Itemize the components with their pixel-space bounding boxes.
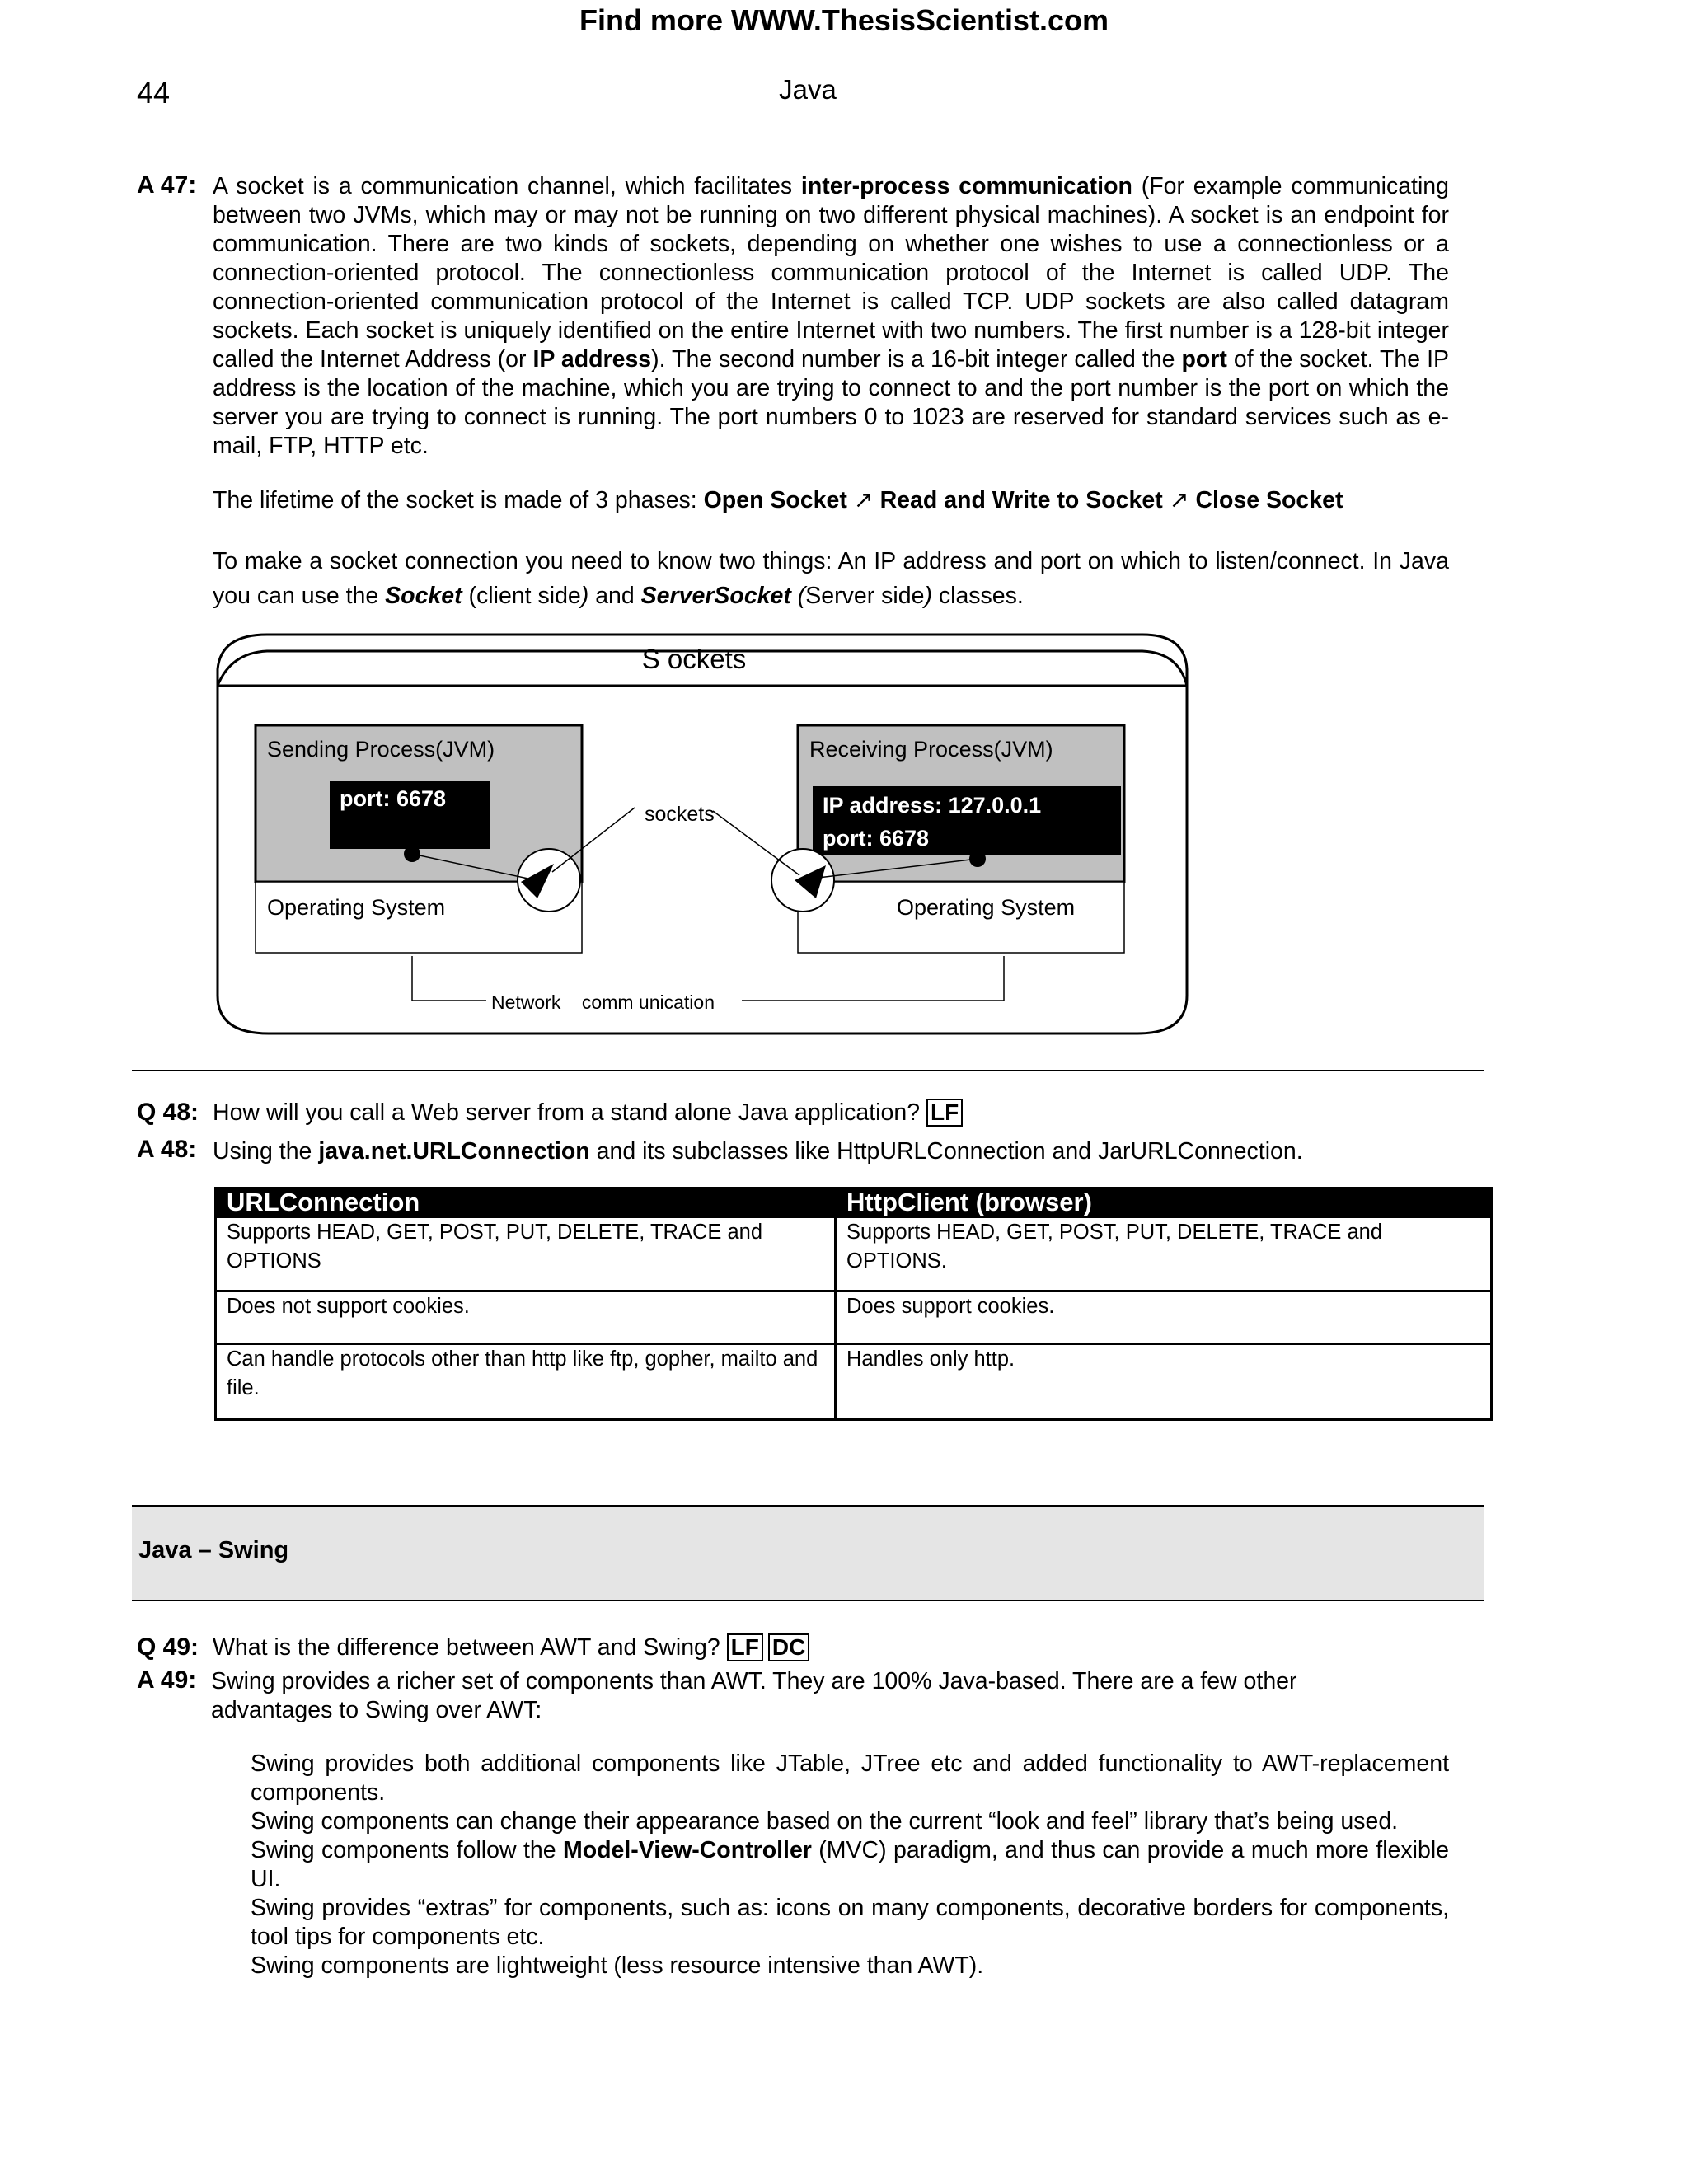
question-48-label: Q 48: xyxy=(137,1099,199,1126)
arrow-icon: ↗ xyxy=(1169,487,1189,513)
table-cell: Supports HEAD, GET, POST, PUT, DELETE, TRACE and OPTIONS. xyxy=(836,1217,1492,1291)
tag-dc: DC xyxy=(768,1633,809,1661)
sockets-label: sockets xyxy=(645,803,715,826)
list-item: Swing components can change their appearance based on the current “look and feel” library that’s being used. xyxy=(251,1808,1399,1835)
tag-lf: LF xyxy=(926,1099,963,1127)
column-header: URLConnection xyxy=(216,1188,836,1217)
sockets-diagram xyxy=(214,633,1195,1045)
os-right-label: Operating System xyxy=(897,895,1076,920)
table-cell: Does not support cookies. xyxy=(216,1291,836,1344)
table-row xyxy=(216,1291,1492,1344)
table-row xyxy=(216,1344,1492,1420)
arrow-icon: ↗ xyxy=(853,487,874,513)
answer-48-text: Using the java.net.URLConnection and its subclasses like HttpURLConnection and JarURLConnection. xyxy=(213,1138,1303,1165)
answer-48-label: A 48: xyxy=(137,1136,197,1163)
question-49-text: What is the difference between AWT and Swing? LF DC xyxy=(213,1633,809,1662)
receiving-ip-label: IP address: 127.0.0.1 xyxy=(823,793,1042,818)
running-title: Java xyxy=(779,74,837,105)
answer-49-text: Swing provides a richer set of components than AWT. They are 100% Java-based. There are a few other advantages to Swing over AWT: xyxy=(211,1668,1297,1723)
list-item: Swing provides both additional components like JTable, JTree etc and added functionality to AWT-replacement components. xyxy=(251,1750,1449,1806)
list-item: Swing components are lightweight (less resource intensive than AWT). xyxy=(251,1952,984,1979)
divider xyxy=(132,1070,1484,1071)
answer-47-text xyxy=(213,172,1449,461)
socket-lifetime: The lifetime of the socket is made of 3 phases: Open Socket ↗ Read and Write to Socket ↗ Close Socket xyxy=(213,487,1343,513)
answer-47-paragraph: A socket is a communication channel, which facilitates inter-process communication (For example communicating between two JVMs, which may or may not be running on two different physical machines). A socket is an endpoint for communication. There are two kinds of sockets, depending on whether one wishes to use a connectionless or a connection-oriented protocol. The connectionless communication protocol of the Internet is called UDP. The connection-oriented communication protocol of the Internet is called TCP. UDP sockets are also called datagram sockets. Each socket is uniquely identified on the entire Internet with two numbers. The first number is a 128-bit integer called the Internet Address (or IP address). The second number is a 16-bit integer called the port of the socket. The IP address is the location of the machine, which you are trying to connect to and the port number is the port on which the server you are trying to connect is running. The port numbers 0 to 1023 are reserved for standard services such as e-mail, FTP, HTTP etc. xyxy=(213,173,1450,459)
sending-port-label: port: 6678 xyxy=(340,786,447,811)
table-cell: Handles only http. xyxy=(836,1344,1492,1420)
column-header: HttpClient (browser) xyxy=(836,1188,1492,1217)
tag-lf: LF xyxy=(727,1633,763,1661)
site-banner: Find more WWW.ThesisScientist.com xyxy=(579,3,1109,37)
section-title: Java – Swing xyxy=(138,1537,289,1563)
answer-49-label: A 49: xyxy=(137,1666,197,1694)
page-number: 44 xyxy=(137,76,171,110)
question-48-text: How will you call a Web server from a stand alone Java application? LF xyxy=(213,1099,963,1127)
question-49-label: Q 49: xyxy=(137,1633,199,1661)
table-header-row xyxy=(216,1188,1492,1217)
table-cell: Can handle protocols other than http like ftp, gopher, mailto and file. xyxy=(216,1344,836,1420)
table-row xyxy=(216,1217,1492,1291)
sending-process-label: Sending Process(JVM) xyxy=(267,737,495,762)
list-item: Swing components follow the Model-View-Controller (MVC) paradigm, and thus can provide a much more flexible UI. xyxy=(251,1837,1450,1892)
receiving-port-label: port: 6678 xyxy=(823,826,930,851)
table-cell: Does support cookies. xyxy=(836,1291,1492,1344)
list-item: Swing provides “extras” for components, such as: icons on many components, decorative borders for components, tool tips for components etc. xyxy=(251,1895,1449,1950)
socket-classes-paragraph: To make a socket connection you need to know two things: An IP address and port on which to listen/connect. In Java you can use the Socket (client side) and ServerSocket (Server side) classes. xyxy=(213,548,1449,609)
answer-47-label: A 47: xyxy=(137,171,197,199)
os-left-label: Operating System xyxy=(267,895,446,920)
comparison-table xyxy=(214,1187,1493,1421)
network-label: Network comm unication xyxy=(491,991,715,1013)
diagram-title: S ockets xyxy=(641,644,747,674)
section-header xyxy=(132,1505,1484,1601)
receiving-process-label: Receiving Process(JVM) xyxy=(809,737,1053,762)
swing-advantages-list xyxy=(251,1750,1449,1980)
table-cell: Supports HEAD, GET, POST, PUT, DELETE, TRACE and OPTIONS xyxy=(216,1217,836,1291)
